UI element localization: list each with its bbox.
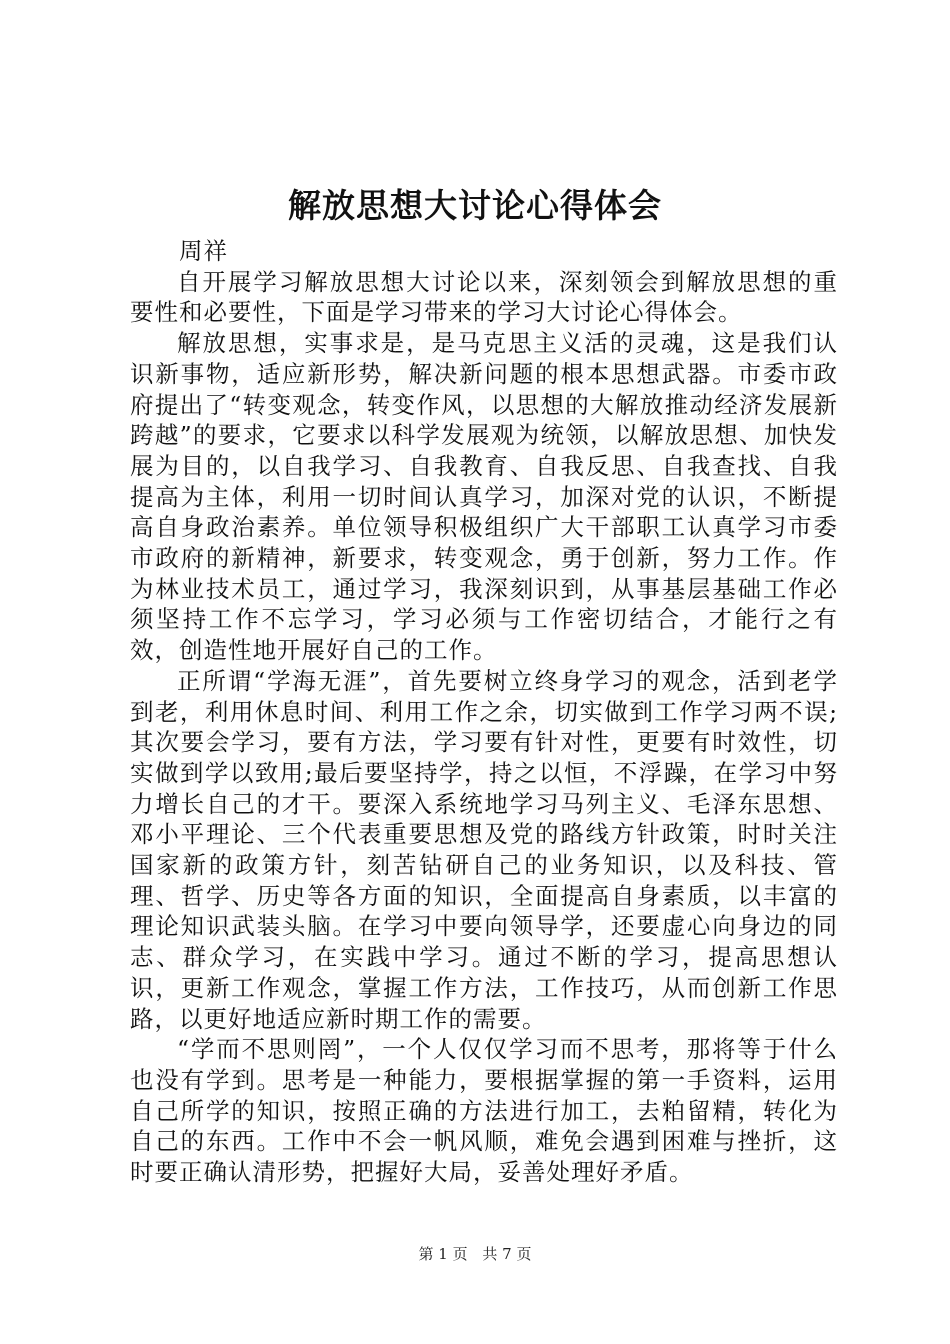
- paragraph-liberation: 解放思想，实事求是，是马克思主义活的灵魂，这是我们认识新事物，适应新形势，解决新问题的根本思想武器。市委市政府提出了“转变观念，转变作风，以思想的大解放推动经济发展新跨越”的要求，它要求以科学发展观为统领，以解放思想、加快发展为目的，以自我学习、自我教育、自我反思、自我查找、自我提高为主体，利用一切时间认真学习，加深对党的认识，不断提高自身政治素养。单位领导积极组织广大干部职工认真学习市委市政府的新精神，新要求，转变观念，勇于创新，努力工作。作为林业技术员工，通过学习，我深刻识到，从事基层基础工作必须坚持工作不忘学习，学习必须与工作密切结合，才能行之有效，创造性地开展好自己的工作。: [130, 329, 838, 665]
- document-title: 解放思想大讨论心得体会: [288, 186, 662, 225]
- page-footer: [0, 1244, 950, 1264]
- author-name: 周祥: [179, 237, 228, 265]
- page-number: 第 1 页: [418, 1245, 468, 1263]
- paragraph-thinking: “学而不思则罔”，一个人仅仅学习而不思考，那将等于什么也没有学到。思考是一种能力，要根据掌握的第一手资料，运用自己所学的知识，按照正确的方法进行加工，去粕留精，转化为自己的东西。工作中不会一帆风顺，难免会遇到困难与挫折，这时要正确认清形势，把握好大局，妥善处理好矛盾。: [130, 1035, 838, 1187]
- paragraph-intro: 自开展学习解放思想大讨论以来，深刻领会到解放思想的重要性和必要性，下面是学习带来的学习大讨论心得体会。: [130, 267, 838, 327]
- page-total: 共 7 页: [482, 1245, 532, 1263]
- paragraph-learning: 正所谓“学海无涯”，首先要树立终身学习的观念，活到老学到老，利用休息时间、利用工作之余，切实做到工作学习两不误;其次要会学习，要有方法，学习要有针对性，更要有时效性，切实做到学以致用;最后要坚持学，持之以恒，不浮躁，在学习中努力增长自己的才干。要深入系统地学习马列主义、毛泽东思想、邓小平理论、三个代表重要思想及党的路线方针政策，时时关注国家新的政策方针，刻苦钻研自己的业务知识，以及科技、管理、哲学、历史等各方面的知识，全面提高自身素质，以丰富的理论知识武装头脑。在学习中要向领导学，还要虚心向身边的同志、群众学习，在实践中学习。通过不断的学习，提高思想认识，更新工作观念，掌握工作方法，工作技巧，从而创新工作思路，以更好地适应新时期工作的需要。: [130, 666, 838, 1033]
- document-body: [130, 236, 838, 1188]
